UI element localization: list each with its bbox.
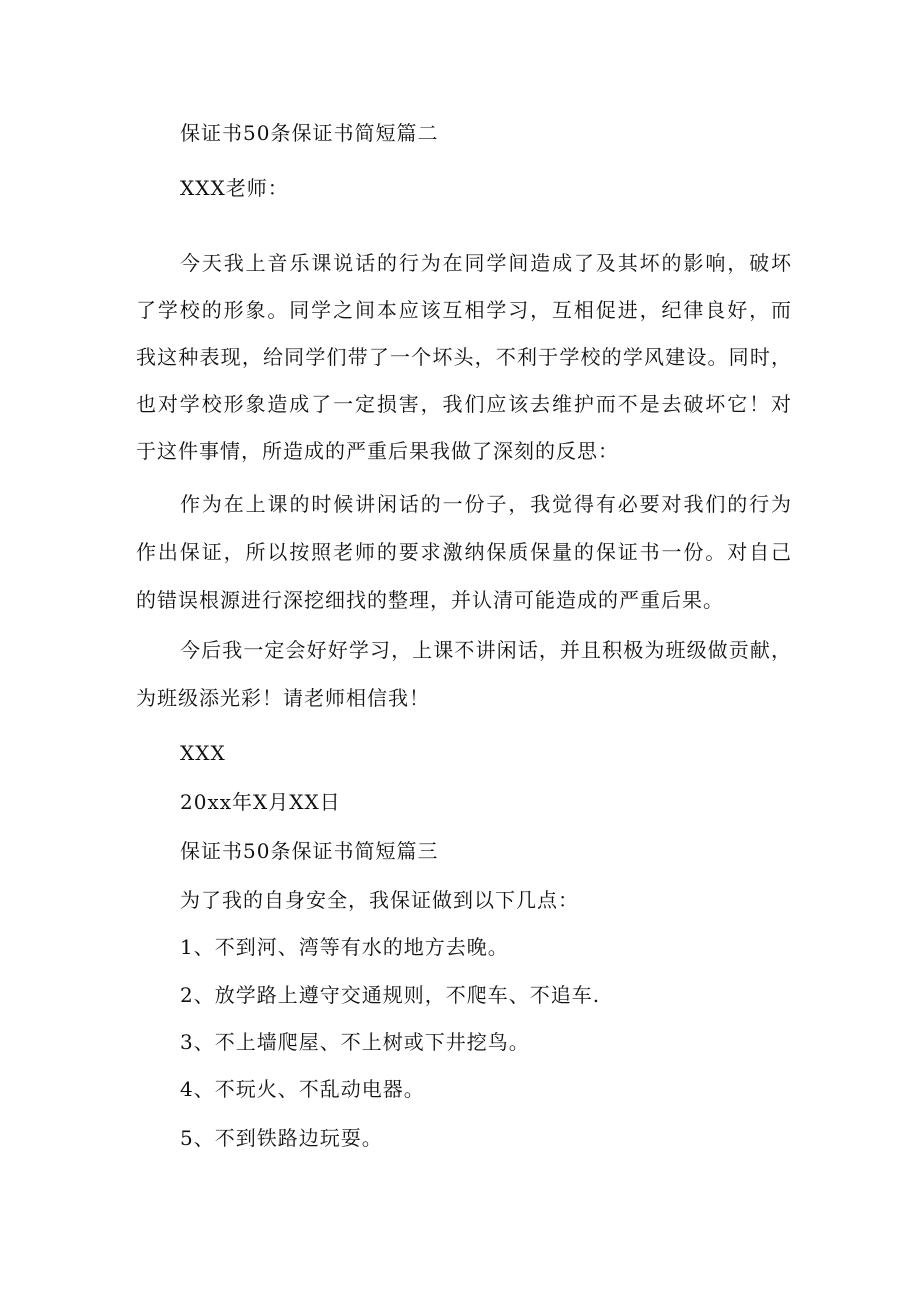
paragraph-line: 了学校的形象。同学之间本应该互相学习，互相促进，纪律良好，而 [136,298,792,322]
list-item: 5、不到铁路边玩耍。 [180,1126,383,1150]
paragraph-line: 的错误根源进行深挖细找的整理，并认清可能造成的严重后果。 [136,588,724,612]
paragraph-line: 于这件事情，所造成的严重后果我做了深刻的反思： [136,439,619,463]
paragraph-line: 我这种表现，给同学们带了一个坏头，不利于学校的学风建设。同时， [136,345,792,369]
paragraph-line: 为班级添光彩！请老师相信我！ [136,686,430,710]
paragraph-line: 作为在上课的时候讲闲话的一份子，我觉得有必要对我们的行为 [180,492,792,516]
salutation: XXX老师： [180,176,289,200]
date: 20xx年X月XX日 [180,790,341,814]
paragraph-line: 今后我一定会好好学习，上课不讲闲话，并且积极为班级做贡献， [180,638,792,662]
list-item: 4、不玩火、不乱动电器。 [180,1077,425,1101]
paragraph-line: 作出保证，所以按照老师的要求激纳保质保量的保证书一份。对自己 [136,540,792,564]
paragraph-line: 今天我上音乐课说话的行为在同学间造成了及其坏的影响，破坏 [180,251,792,275]
list-item: 3、不上墙爬屋、不上树或下井挖鸟。 [180,1030,530,1054]
intro-text: 为了我的自身安全，我保证做到以下几点： [180,888,579,912]
section-title: 保证书50条保证书简短篇二 [180,121,439,145]
signature: XXX [180,741,226,765]
list-item: 1、不到河、湾等有水的地方去晚。 [180,935,509,959]
section-title: 保证书50条保证书简短篇三 [180,839,439,863]
paragraph-line: 也对学校形象造成了一定损害，我们应该去维护而不是去破坏它！对 [136,392,792,416]
list-item: 2、放学路上遵守交通规则，不爬车、不追车. [180,983,601,1007]
